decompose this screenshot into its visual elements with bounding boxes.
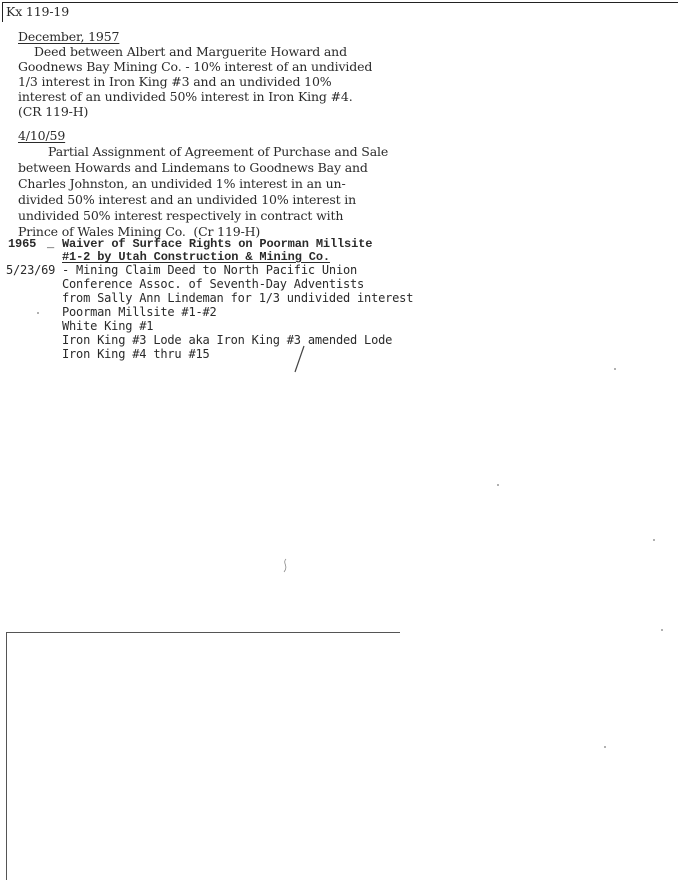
entry3-year: 1965	[8, 237, 37, 251]
bottom-left-border-line	[6, 632, 7, 880]
entry1-line: 1/3 interest in Iron King #3 and an undivided 10%	[18, 74, 332, 89]
entry3-line: #1-2 by Utah Construction & Mining Co.	[62, 250, 330, 264]
entry4-line: White King #1	[62, 319, 154, 333]
entry1-line: (CR 119-H)	[18, 104, 89, 119]
pen-stroke-mark	[280, 558, 290, 574]
file-reference: Kx 119-19	[6, 4, 69, 19]
entry4-line: from Sally Ann Lindeman for 1/3 undivided interest	[62, 291, 414, 305]
entry4-line: Conference Assoc. of Seventh-Day Adventists	[62, 277, 365, 291]
entry2-date: 4/10/59	[18, 128, 66, 143]
entry2-line: divided 50% interest and an undivided 10% interest in	[18, 192, 357, 207]
entry3-dash: _	[47, 237, 55, 251]
entry2-line: Charles Johnston, an undivided 1% interest in an un-	[18, 176, 346, 191]
entry1-line: Goodnews Bay Mining Co. - 10% interest of an undivided	[18, 59, 373, 74]
entry4-line: Iron King #3 Lode aka Iron King #3 amended Lode	[62, 333, 393, 347]
entry4-line: Poorman Millsite #1-#2	[62, 305, 217, 319]
entry4-date: 5/23/69	[6, 263, 56, 277]
scan-speck	[604, 746, 606, 748]
pen-stroke-mark	[292, 344, 306, 374]
scan-speck	[661, 629, 663, 631]
scan-speck	[497, 484, 499, 486]
entry2-line: between Howards and Lindemans to Goodnews Bay and	[18, 160, 368, 175]
entry4-line: - Mining Claim Deed to North Pacific Union	[62, 263, 358, 277]
entry1-line: Deed between Albert and Marguerite Howard and	[34, 44, 347, 59]
scan-speck	[653, 539, 655, 541]
scan-speck	[614, 368, 616, 370]
bottom-border-line	[6, 632, 400, 633]
scan-speck	[37, 312, 39, 314]
entry2-line: Prince of Wales Mining Co. (Cr 119-H)	[18, 224, 261, 239]
entry1-date: December, 1957	[18, 29, 120, 44]
entry2-line: Partial Assignment of Agreement of Purchase and Sale	[48, 144, 389, 159]
entry4-line: Iron King #4 thru #15	[62, 347, 210, 361]
entry2-line: undivided 50% interest respectively in contract with	[18, 208, 344, 223]
entry3-line: Waiver of Surface Rights on Poorman Millsite	[62, 237, 373, 251]
left-border-tick	[2, 2, 3, 22]
top-border-line	[2, 2, 678, 3]
entry1-line: interest of an undivided 50% interest in Iron King #4.	[18, 89, 353, 104]
